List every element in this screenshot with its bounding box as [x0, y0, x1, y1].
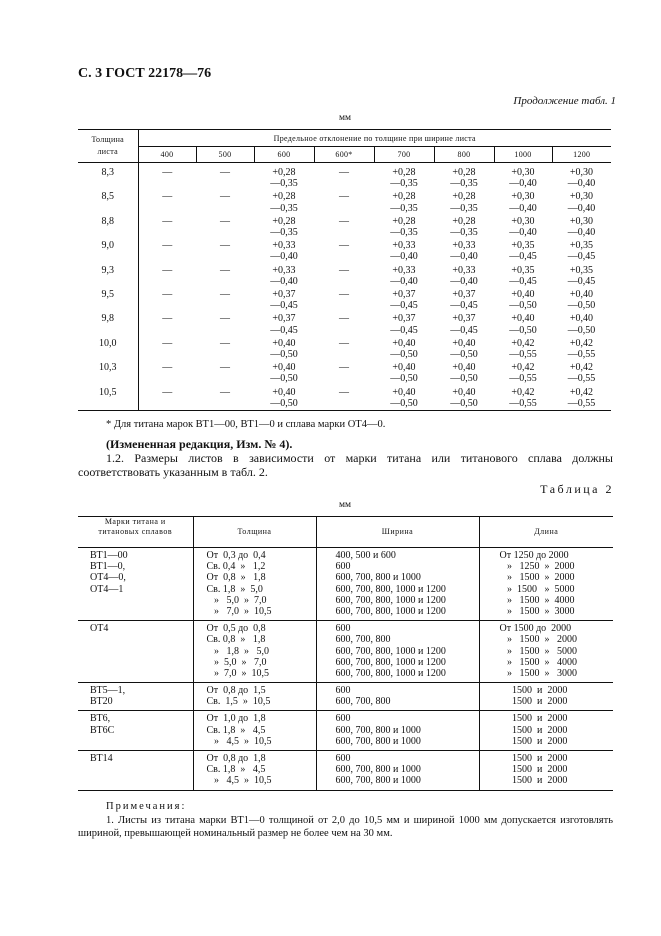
length-line: 1500 и 2000 — [499, 775, 568, 787]
width-line: 400, 500 и 600 — [335, 550, 396, 561]
tolerance-cell: — — [339, 167, 349, 178]
tolerance-cell: +0,28 —0,35 — [450, 167, 478, 190]
tolerance-cell: +0,42 —0,55 — [567, 362, 596, 385]
tolerance-cell: +0,42 —0,55 — [509, 337, 537, 361]
thickness-line: » 7,0 » 10,5 — [206, 605, 272, 617]
width-header-2: 600 — [254, 147, 314, 163]
paragraph-1-2: 1.2. Размеры листов в зависимости от марки титана или титанового сплава должны соответствовать указанным в табл. 2. — [78, 451, 613, 479]
thickness-line: От 0,8 до 1,8 — [206, 753, 266, 764]
length-line: » 1250 » 2000 — [499, 561, 575, 573]
thickness-cell — [193, 621, 316, 683]
grade-line: ВТ1—0, — [90, 561, 126, 573]
thickness-line: Св. 0,4 » 1,2 — [206, 561, 266, 573]
width-header-4: 700 — [374, 147, 434, 163]
width-line: 600, 700, 800 и 1000 — [335, 572, 421, 584]
tolerance-cell: — — [220, 191, 230, 203]
table-row — [78, 337, 611, 361]
tolerance-cell: +0,35 —0,45 — [567, 240, 596, 263]
width-line: 600, 700, 800, 1000 и 1200 — [335, 667, 446, 679]
thickness-cell — [193, 711, 316, 751]
tolerance-cell: +0,40 —0,50 — [450, 362, 478, 385]
tolerance-cell: — — [162, 289, 173, 301]
tolerance-cell: — — [339, 337, 349, 349]
tolerance-cell: +0,28 —0,35 — [390, 167, 418, 190]
table-row — [78, 215, 611, 239]
tolerance-cell: — — [339, 362, 349, 374]
length-line: 1500 и 2000 — [499, 753, 568, 764]
length-line: 1500 и 2000 — [499, 764, 568, 776]
thickness-cell: 9,5 — [78, 288, 138, 312]
tolerance-cell: +0,28 —0,35 — [450, 215, 478, 239]
thickness-column-header: Толщина — [193, 517, 316, 548]
width-line: 600, 700, 800, 1000 и 1200 — [335, 645, 446, 657]
thickness-line: Св. 1,8 » 4,5 — [206, 724, 266, 736]
thickness-line: От 0,3 до 0,4 — [206, 550, 266, 561]
thickness-line: От 0,8 » 1,8 — [206, 572, 266, 584]
thickness-line: Св. 0,8 » 1,8 — [206, 634, 266, 646]
tolerance-cell: +0,33 —0,40 — [390, 240, 418, 263]
length-cell — [479, 548, 613, 621]
width-cell — [316, 751, 479, 791]
length-line: От 1250 до 2000 — [499, 550, 569, 561]
tolerance-cell: +0,40 —0,50 — [509, 313, 537, 336]
width-line: 600, 700, 800 — [335, 696, 391, 708]
width-column-header: Ширина — [316, 517, 479, 548]
thickness-cell: 8,5 — [78, 190, 138, 214]
tolerance-cell: — — [220, 240, 230, 252]
thickness-cell — [193, 751, 316, 791]
width-line: 600, 700, 800, 1000 и 1200 — [335, 605, 446, 617]
width-cell — [316, 621, 479, 683]
thickness-line: Св. 1,8 » 5,0 — [206, 583, 263, 595]
grade-cell — [78, 621, 193, 683]
length-cell — [479, 683, 613, 711]
tolerance-table — [78, 129, 611, 411]
tolerance-cell: +0,40 —0,50 — [567, 289, 596, 312]
table-row — [78, 751, 613, 791]
tolerance-cell: +0,33 —0,40 — [450, 240, 478, 263]
tolerance-cell: +0,37 —0,45 — [450, 313, 478, 336]
width-cell — [316, 683, 479, 711]
thickness-cell: 9,8 — [78, 312, 138, 336]
thickness-cell: 9,0 — [78, 239, 138, 263]
grade-line: ВТ6С — [90, 724, 115, 736]
tolerance-cell: +0,30 —0,40 — [509, 215, 537, 239]
tolerance-cell: — — [220, 167, 230, 178]
tolerance-cell: +0,28 —0,35 — [270, 215, 298, 239]
thickness-cell: 9,3 — [78, 264, 138, 288]
thickness-cell: 10,5 — [78, 386, 138, 411]
thickness-column-header: Толщина листа — [78, 130, 138, 163]
changed-edition-note: (Измененная редакция, Изм. № 4). — [106, 437, 293, 451]
tolerance-cell: +0,40 —0,50 — [270, 362, 298, 385]
length-cell — [479, 751, 613, 791]
tolerance-cell: — — [339, 240, 349, 252]
thickness-line: » 5,0 » 7,0 — [206, 594, 267, 606]
tolerance-group-header: Предельное отклонение по толщине при ширине листа — [138, 130, 611, 147]
unit-label-table2: мм — [339, 500, 352, 510]
tolerance-cell: +0,37 —0,45 — [390, 313, 418, 336]
tolerance-cell: — — [220, 215, 230, 227]
width-line: 600, 700, 800 и 1000 — [335, 775, 421, 787]
width-line: 600, 700, 800 — [335, 634, 391, 646]
tolerance-cell: +0,30 —0,40 — [567, 191, 596, 214]
width-header-7: 1200 — [552, 147, 611, 163]
width-line: 600, 700, 800 и 1000 — [335, 764, 421, 776]
tolerance-cell: +0,40 —0,50 — [270, 337, 298, 361]
thickness-cell — [193, 548, 316, 621]
grade-cell — [78, 548, 193, 621]
tolerance-cell: +0,28 —0,35 — [390, 215, 418, 239]
tolerance-cell: — — [339, 215, 349, 227]
thickness-line: От 0,5 до 0,8 — [206, 623, 266, 635]
tolerance-cell: — — [220, 264, 230, 276]
width-line: 600 — [335, 685, 351, 697]
tolerance-cell: — — [162, 362, 173, 374]
length-line: 1500 и 2000 — [499, 713, 568, 725]
thickness-line: Св. 1,8 » 4,5 — [206, 764, 266, 776]
width-cell — [316, 548, 479, 621]
table2-label: Таблица 2 — [540, 482, 614, 496]
width-line: 600, 700, 800, 1000 и 1200 — [335, 656, 446, 668]
tolerance-cell: +0,40 —0,50 — [390, 362, 418, 385]
table-row — [78, 683, 613, 711]
width-cell — [316, 711, 479, 751]
grade-cell — [78, 683, 193, 711]
grade-line: ОТ4—0, — [90, 572, 126, 584]
thickness-line: » 7,0 » 10,5 — [206, 667, 269, 679]
tolerance-cell: — — [196, 386, 254, 411]
sizes-table — [78, 516, 613, 791]
grade-cell — [78, 751, 193, 791]
tolerance-cell: — — [162, 337, 173, 349]
grade-cell — [78, 711, 193, 751]
tolerance-cell: +0,37 —0,45 — [390, 289, 418, 312]
tolerance-cell: +0,40 —0,50 — [390, 337, 418, 361]
thickness-line: » 4,5 » 10,5 — [206, 775, 272, 787]
table-row — [78, 548, 613, 621]
width-line: 600 — [335, 713, 351, 725]
tolerance-cell: +0,33 —0,40 — [270, 240, 298, 263]
grade-line: ОТ4 — [90, 623, 109, 635]
thickness-line: От 1,0 до 1,8 — [206, 713, 266, 725]
width-line: 600, 700, 800 и 1000 — [335, 724, 421, 736]
length-line: 1500 и 2000 — [499, 696, 568, 708]
grade-line: ОТ4—1 — [90, 583, 124, 595]
tolerance-cell: — — [339, 191, 349, 203]
tolerance-cell: +0,40 —0,50 — [450, 337, 478, 361]
tolerance-cell: +0,33 —0,40 — [450, 264, 478, 287]
tolerance-cell: — — [220, 362, 230, 374]
length-cell — [479, 621, 613, 683]
note-1: 1. Листы из титана марки ВТ1—0 толщиной от 2,0 до 10,5 мм и шириной 1000 мм допускается изготовлять шириной, превышающей номинальный размер не более чем на 30 мм. — [78, 815, 613, 839]
tolerance-cell: — — [162, 240, 173, 252]
thickness-cell: 8,3 — [78, 163, 138, 191]
table-row — [78, 386, 611, 411]
length-line: » 1500 » 4000 — [499, 594, 575, 606]
table-row — [78, 711, 613, 751]
length-line: » 1500 » 2000 — [499, 572, 575, 584]
tolerance-cell: — — [162, 215, 173, 227]
length-line: » 1500 » 3000 — [499, 605, 575, 617]
length-cell — [479, 711, 613, 751]
length-line: 1500 и 2000 — [499, 735, 568, 747]
length-column-header: Длина — [479, 517, 613, 548]
thickness-cell: 10,3 — [78, 361, 138, 385]
thickness-line: » 4,5 » 10,5 — [206, 735, 272, 747]
width-line: 600, 700, 800, 1000 и 1200 — [335, 583, 446, 595]
thickness-cell: 8,8 — [78, 215, 138, 239]
tolerance-cell: +0,28 —0,35 — [450, 191, 478, 214]
width-header-6: 1000 — [494, 147, 552, 163]
tolerance-cell: +0,28 —0,35 — [390, 191, 418, 214]
width-line: 600 — [335, 561, 351, 573]
tolerance-cell: — — [138, 386, 196, 411]
tolerance-cell: +0,42 —0,55 — [494, 386, 552, 411]
width-header-5: 800 — [434, 147, 494, 163]
length-line: » 1500 » 3000 — [499, 667, 577, 679]
tolerance-cell: — — [339, 264, 349, 276]
tolerance-cell: +0,33 —0,40 — [390, 264, 418, 287]
length-line: От 1500 до 2000 — [499, 623, 572, 635]
table-row — [78, 361, 611, 385]
tolerance-cell: +0,37 —0,45 — [270, 289, 298, 312]
length-line: » 1500 » 2000 — [499, 634, 577, 646]
grade-line: ВТ14 — [90, 753, 113, 764]
tolerance-cell: — — [220, 337, 230, 349]
table-continuation-label: Продолжение табл. 1 — [513, 95, 616, 107]
tolerance-cell: +0,33 —0,40 — [270, 264, 298, 287]
tolerance-cell: +0,35 —0,45 — [567, 264, 596, 287]
length-line: 1500 и 2000 — [499, 724, 568, 736]
thickness-line: » 1,8 » 5,0 — [206, 645, 269, 657]
tolerance-cell: +0,30 —0,40 — [509, 191, 537, 214]
table-row — [78, 239, 611, 263]
tolerance-cell: +0,40 —0,50 — [509, 289, 537, 312]
thickness-line: » 5,0 » 7,0 — [206, 656, 267, 668]
tolerance-cell: — — [339, 313, 349, 325]
tolerance-cell: +0,40 —0,50 — [567, 313, 596, 336]
table-row — [78, 312, 611, 336]
width-line: 600 — [335, 753, 351, 764]
footnote: * Для титана марок ВТ1—00, ВТ1—0 и сплава марки ОТ4—0. — [106, 419, 386, 430]
grade-line: ВТ20 — [90, 696, 113, 708]
tolerance-cell: — — [162, 191, 173, 203]
tolerance-cell: +0,40 —0,50 — [374, 386, 434, 411]
notes-title: Примечания: — [106, 801, 187, 812]
thickness-cell: 10,0 — [78, 337, 138, 361]
page-header: С. 3 ГОСТ 22178—76 — [78, 66, 212, 81]
width-header-0: 400 — [138, 147, 196, 163]
thickness-line: От 0,8 до 1,5 — [206, 685, 266, 697]
length-line: » 1500 » 5000 — [499, 645, 577, 657]
tolerance-cell: +0,30 —0,40 — [567, 215, 596, 239]
length-line: » 1500 » 4000 — [499, 656, 577, 668]
tolerance-cell: — — [314, 386, 374, 411]
width-header-3: 600* — [314, 147, 374, 163]
grade-column-header: Марки титана и титановых сплавов — [78, 517, 193, 548]
thickness-cell — [193, 683, 316, 711]
grade-line: ВТ1—00 — [90, 550, 128, 561]
tolerance-cell: — — [220, 313, 230, 325]
table-row — [78, 288, 611, 312]
width-line: 600, 700, 800, 1000 и 1200 — [335, 594, 446, 606]
table-row — [78, 621, 613, 683]
tolerance-cell: +0,28 —0,35 — [270, 167, 298, 190]
tolerance-cell: +0,37 —0,45 — [270, 313, 298, 336]
tolerance-cell: +0,42 —0,55 — [567, 337, 596, 361]
width-header-1: 500 — [196, 147, 254, 163]
tolerance-cell: +0,42 —0,55 — [509, 362, 537, 385]
length-line: » 1500 » 5000 — [499, 583, 575, 595]
length-line: 1500 и 2000 — [499, 685, 568, 697]
tolerance-cell: +0,40 —0,50 — [254, 386, 314, 411]
tolerance-cell: +0,35 —0,45 — [509, 264, 537, 287]
tolerance-cell: — — [339, 289, 349, 301]
tolerance-cell: — — [162, 167, 173, 178]
tolerance-cell: +0,37 —0,45 — [450, 289, 478, 312]
unit-label-table1: мм — [339, 113, 352, 123]
tolerance-cell: — — [220, 289, 230, 301]
width-line: 600 — [335, 623, 351, 635]
tolerance-cell: +0,28 —0,35 — [270, 191, 298, 214]
tolerance-cell: +0,42 —0,55 — [552, 386, 611, 411]
tolerance-cell: — — [162, 313, 173, 325]
tolerance-cell: +0,40 —0,50 — [434, 386, 494, 411]
table-row — [78, 163, 611, 191]
table-row — [78, 264, 611, 288]
grade-line: ВТ5—1, — [90, 685, 126, 697]
tolerance-cell: +0,35 —0,45 — [509, 240, 537, 263]
table-row — [78, 190, 611, 214]
thickness-line: Св. 1,5 » 10,5 — [206, 696, 271, 708]
grade-line: ВТ6, — [90, 713, 111, 725]
tolerance-cell: +0,30 —0,40 — [509, 167, 537, 190]
width-line: 600, 700, 800 и 1000 — [335, 735, 421, 747]
tolerance-cell: — — [162, 264, 173, 276]
tolerance-cell: +0,30 —0,40 — [567, 167, 596, 190]
